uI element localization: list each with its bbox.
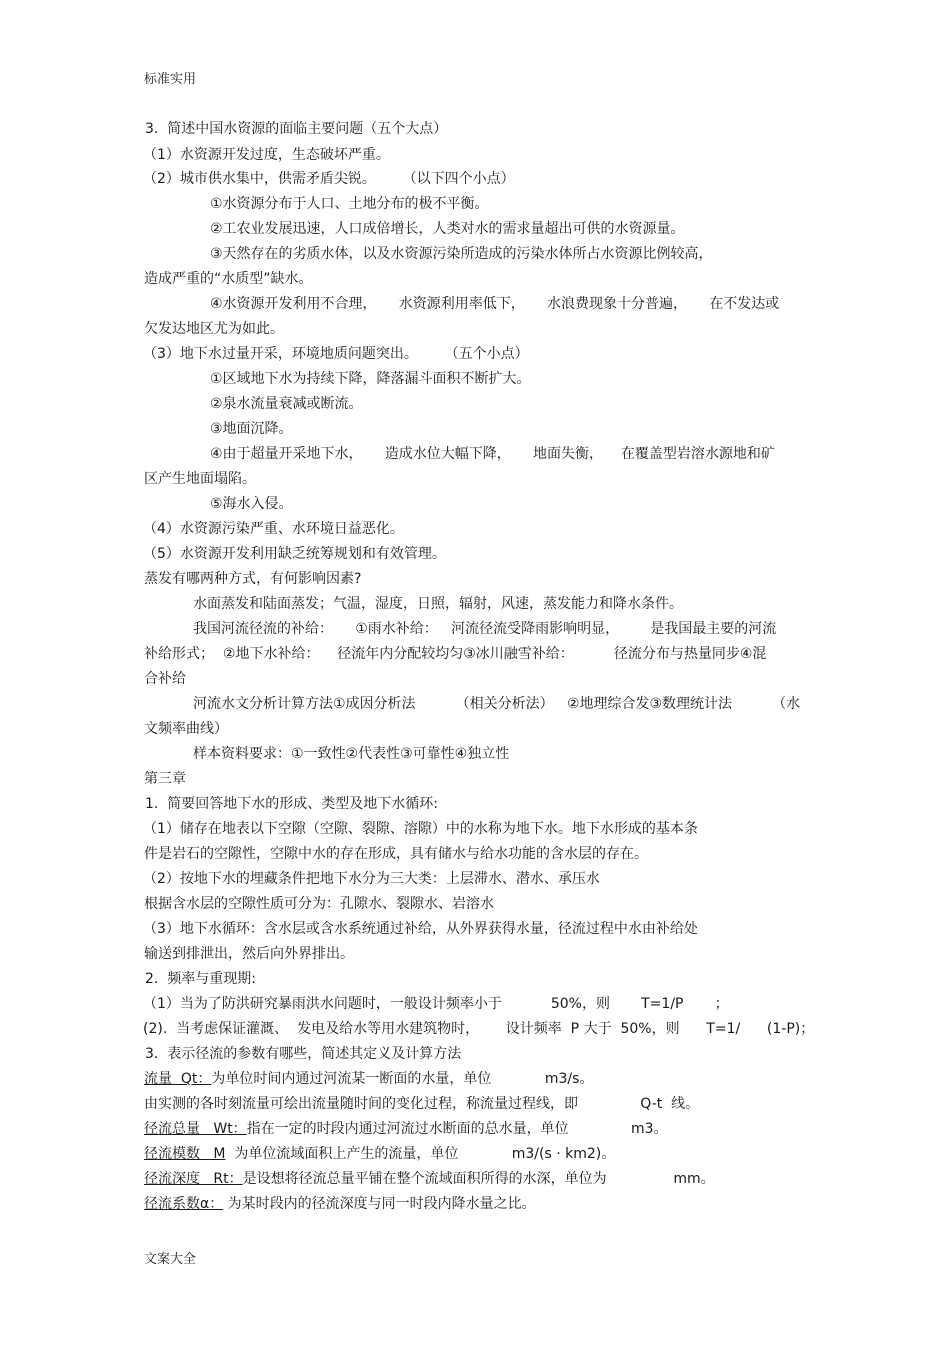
text-line: 3. 简述中国水资源的面临主要问题（五个大点） — [145, 121, 448, 137]
definition-text: 指在一定的时段内通过河流过水断面的总水量，单位 m3。 — [246, 1121, 668, 1137]
text-line: 合补给 — [144, 671, 186, 687]
text-line: （5）水资源开发利用缺乏统筹规划和有效管理。 — [143, 546, 446, 562]
text-line: （4）水资源污染严重、水环境日益恶化。 — [143, 521, 404, 537]
text-line: ④水资源开发利用不合理， 水资源利用率低下， 水浪费现象十分普遍， 在不发达或 — [210, 296, 780, 312]
definition-term: 径流模数 M — [144, 1146, 226, 1162]
text-line: (2). 当考虑保证灌溉、 发电及给水等用水建筑物时， 设计频率 P 大于 50%，则 T=1/ (1-P)； — [143, 1021, 815, 1037]
text-line: （1）水资源开发过度，生态破坏严重。 — [143, 147, 390, 163]
text-line: 文频率曲线） — [144, 721, 228, 737]
text-line: （2）按地下水的埋藏条件把地下水分为三大类：上层滞水、潜水、承压水 — [143, 871, 600, 887]
definition-term: 径流总量 Wt： — [144, 1121, 247, 1137]
text-line: ①区域地下水为持续下降，降落漏斗面积不断扩大。 — [210, 371, 531, 387]
definition-text: 为某时段内的径流深度与同一时段内降水量之比。 — [223, 1196, 536, 1212]
definition-line — [144, 1120, 668, 1138]
text-line: 样本资料要求：①一致性②代表性③可靠性④独立性 — [193, 746, 510, 762]
text-line: ③天然存在的劣质水体，以及水资源污染所造成的污染水体所占水资源比例较高， — [210, 246, 713, 262]
text-line: 根据含水层的空隙性质可分为：孔隙水、裂隙水、岩溶水 — [144, 896, 494, 912]
text-line: 件是岩石的空隙性，空隙中水的存在形成，具有储水与给水功能的含水层的存在。 — [144, 846, 648, 862]
definition-text: 是设想将径流总量平铺在整个流域面积所得的水深，单位为 mm。 — [242, 1171, 715, 1187]
text-line: 欠发达地区尤为如此。 — [144, 321, 284, 337]
text-line: 区产生地面塌陷。 — [144, 471, 256, 487]
definition-line — [144, 1170, 715, 1188]
definition-term: 径流深度 Rt： — [144, 1171, 243, 1187]
page-footer: 文案大全 — [144, 1252, 197, 1267]
definition-text: 为单位流域面积上产生的流量，单位 m3/(s · km2)。 — [225, 1146, 616, 1162]
definition-line — [144, 1070, 593, 1088]
text-line: ②泉水流量衰减或断流。 — [210, 396, 363, 412]
text-line: ③地面沉降。 — [210, 421, 293, 437]
text-line: （3）地下水循环：含水层或含水系统通过补给，从外界获得水量，径流过程中水由补给处 — [143, 921, 698, 937]
text-line: 造成严重的“水质型”缺水。 — [144, 271, 313, 287]
definition-term: 径流系数α： — [144, 1196, 224, 1212]
text-line: 蒸发有哪两种方式，有何影响因素? — [144, 571, 362, 587]
text-line: 1. 简要回答地下水的形成、类型及地下水循环: — [145, 796, 438, 812]
text-line: （1）储存在地表以下空隙（空隙、裂隙、溶隙）中的水称为地下水。地下水形成的基本条 — [143, 821, 698, 837]
definition-line — [144, 1145, 615, 1163]
text-line: ①水资源分布于人口、土地分布的极不平衡。 — [210, 196, 489, 212]
text-line: （3）地下水过量开采，环境地质问题突出。 （五个小点） — [143, 346, 529, 362]
text-line: ④由于超量开采地下水， 造成水位大幅下降， 地面失衡， 在覆盖型岩溶水源地和矿 — [210, 446, 775, 462]
text-line: 第三章 — [144, 771, 186, 787]
text-line: ②工农业发展迅速，人口成倍增长，人类对水的需求量超出可供的水资源量。 — [210, 221, 685, 237]
text-line: 补给形式； ②地下水补给： 径流年内分配较均匀③冰川融雪补给： 径流分布与热量同步④混 — [144, 646, 767, 662]
text-line: 由实测的各时刻流量可绘出流量随时间的变化过程，称流量过程线，即 Q-t 线。 — [144, 1096, 700, 1112]
text-line: （1）当为了防洪研究暴雨洪水问题时，一般设计频率小于 50%，则 T=1/P ； — [143, 996, 729, 1012]
text-line: 水面蒸发和陆面蒸发；气温，湿度，日照，辐射，风速，蒸发能力和降水条件。 — [193, 596, 683, 612]
text-line: 3. 表示径流的参数有哪些，简述其定义及计算方法 — [145, 1046, 462, 1062]
text-line: 2. 频率与重现期: — [145, 971, 256, 987]
definition-line — [144, 1195, 536, 1213]
text-line: ⑤海水入侵。 — [210, 496, 293, 512]
text-line: 我国河流径流的补给： ①雨水补给： 河流径流受降雨影响明显， 是我国最主要的河流 — [193, 621, 777, 637]
text-line: （2）城市供水集中，供需矛盾尖锐。 （以下四个小点） — [143, 171, 515, 187]
text-line: 输送到排泄出，然后向外界排出。 — [144, 946, 354, 962]
definition-term: 流量 Qt： — [144, 1071, 212, 1087]
page-header: 标准实用 — [144, 72, 197, 87]
text-line: 河流水文分析计算方法①成因分析法 （相关分析法） ②地理综合发③数理统计法 （水 — [193, 696, 801, 712]
definition-text: 为单位时间内通过河流某一断面的水量，单位 m3/s。 — [211, 1071, 594, 1087]
